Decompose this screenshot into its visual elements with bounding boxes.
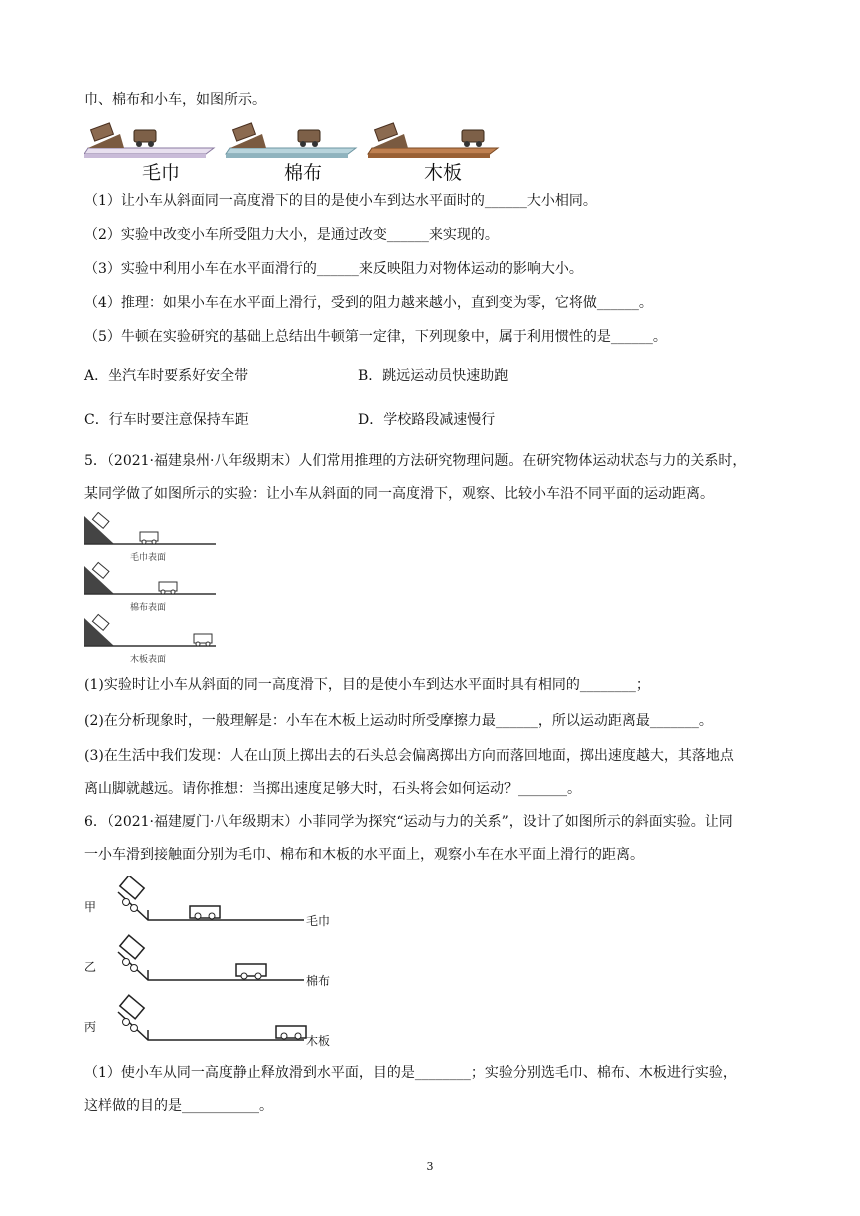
q6-label-yi: 乙 (84, 960, 97, 974)
q6-stem-line-2: 一小车滑到接触面分别为毛巾、棉布和木板的水平面上，观察小车在水平面上滑行的距离。 (84, 847, 644, 863)
q6-row-2 (118, 935, 304, 980)
q5-item-1: (1)实验时让小车从斜面的同一高度滑下，目的是使小车到达水平面时具有相同的________； (84, 677, 650, 693)
option-b: B．跳远运动员快速助跑 (358, 368, 509, 384)
towel-panel (84, 123, 214, 158)
q4-item-5: （5）牛顿在实验研究的基础上总结出牛顿第一定律，下列现象中，属于利用惯性的是______。 (84, 329, 667, 345)
q6-label-towel: 毛巾 (306, 914, 331, 928)
q5-row-cotton (84, 562, 216, 594)
q6-label-jia: 甲 (84, 900, 97, 914)
fig1-label-towel: 毛巾 (142, 162, 181, 184)
q6-row-1 (118, 876, 304, 920)
q6-label-cotton: 棉布 (306, 974, 331, 988)
q5-label-board: 木板表面 (130, 655, 167, 665)
q6-item-1-line-1: （1）使小车从同一高度静止释放滑到水平面，目的是________；实验分别选毛巾、棉布、木板进行实验， (84, 1065, 737, 1081)
option-d: D．学校路段减速慢行 (358, 412, 496, 428)
q5-item-3-line-1: (3)在生活中我们发现：人在山顶上掷出去的石头总会偏离掷出方向而落回地面，掷出速度越大，其落地点 (84, 748, 734, 764)
q6-stem-line-1: 6．（2021·福建厦门·八年级期末）小菲同学为探究“运动与力的关系”，设计了如图所示的斜面实验。让同 (84, 814, 733, 830)
fig1-label-cotton: 棉布 (284, 162, 323, 184)
q5-row-towel (84, 512, 216, 544)
q4-item-2: （2）实验中改变小车所受阻力大小，是通过改变______来实现的。 (84, 227, 499, 243)
q5-item-3-line-2: 离山脚就越远。请你推想：当掷出速度足够大时，石头将会如何运动？_______。 (84, 781, 581, 797)
cotton-panel (226, 123, 356, 158)
intro-line: 巾、棉布和小车，如图所示。 (84, 92, 266, 108)
q6-label-bing: 丙 (84, 1020, 97, 1034)
q6-item-1-line-2: 这样做的目的是___________。 (84, 1098, 273, 1114)
q5-item-2: (2)在分析现象时，一般理解是：小车在木板上运动时所受摩擦力最______，所以运动距离最_______。 (84, 713, 713, 729)
q6-row-3 (118, 995, 306, 1040)
board-panel (368, 123, 498, 158)
q4-item-4: （4）推理：如果小车在水平面上滑行，受到的阻力越来越小，直到变为零，它将做______。 (84, 295, 653, 311)
option-c: C．行车时要注意保持车距 (84, 412, 249, 428)
option-a: A．坐汽车时要系好安全带 (84, 368, 249, 384)
q6-figure (104, 876, 324, 1076)
q5-row-board (84, 614, 216, 646)
q6-label-board: 木板 (306, 1034, 331, 1048)
q5-stem-line-1: 5．（2021·福建泉州·八年级期末）人们常用推理的方法研究物理问题。在研究物体运动状态与力的关系时， (84, 453, 747, 469)
q4-item-3: （3）实验中利用小车在水平面滑行的______来反映阻力对物体运动的影响大小。 (84, 261, 583, 277)
q5-label-towel: 毛巾表面 (130, 553, 167, 563)
q5-label-cotton: 棉布表面 (130, 603, 167, 613)
page-number: 3 (426, 1160, 434, 1173)
q4-item-1: （1）让小车从斜面同一高度滑下的目的是使小车到达水平面时的______大小相同。 (84, 193, 597, 209)
fig1-label-board: 木板 (424, 162, 463, 184)
q5-stem-line-2: 某同学做了如图所示的实验：让小车从斜面的同一高度滑下，观察、比较小车沿不同平面的运动距离。 (84, 486, 714, 502)
q5-figure (84, 512, 220, 666)
